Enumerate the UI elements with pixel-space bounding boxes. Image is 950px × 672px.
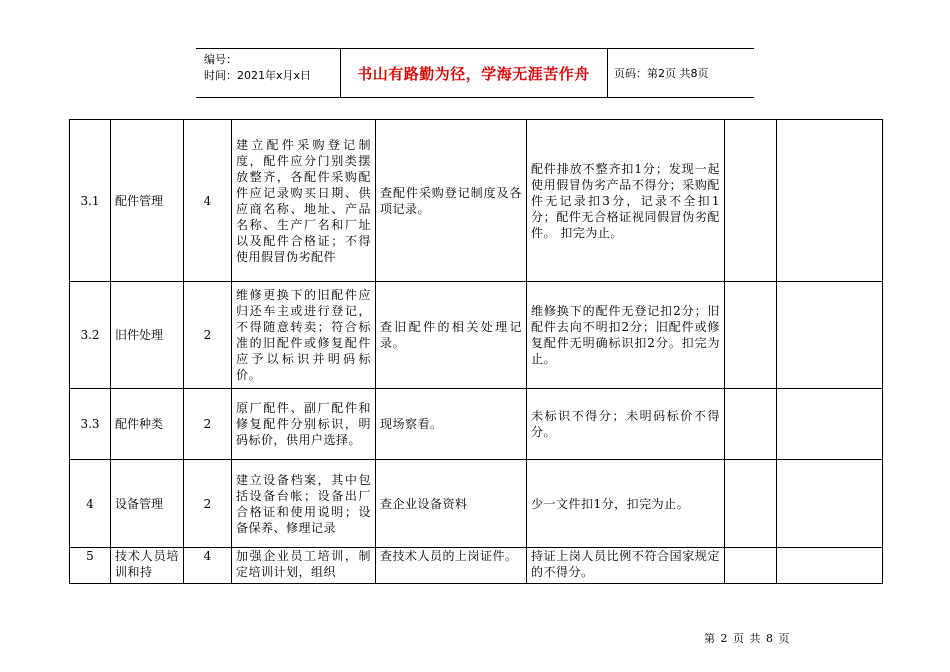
serial-label: 编号： (204, 53, 237, 66)
row-criteria: 未标识不得分；未明码标价不得分。 (527, 389, 725, 460)
row-number: 3.2 (70, 282, 111, 389)
row-number: 3.3 (70, 389, 111, 460)
row-number: 4 (70, 460, 111, 548)
empty-cell (777, 282, 883, 389)
row-criteria: 配件排放不整齐扣1分；发现一起使用假冒伪劣产品不得分；采购配件无记录扣3分，记录不全扣1分；配件无合格证视同假冒伪劣配件。 扣完为止。 (527, 120, 725, 282)
page-header (196, 48, 754, 98)
row-score: 2 (184, 282, 232, 389)
table-row (70, 548, 883, 584)
empty-cell (777, 120, 883, 282)
row-number: 5 (70, 548, 111, 584)
row-criteria: 维修换下的配件无登记扣2分；旧配件去向不明扣2分；旧配件或修复配件无明确标识扣2分。扣完为止。 (527, 282, 725, 389)
empty-cell (725, 548, 777, 584)
header-page-label: 页码：第2页 共8页 (614, 67, 709, 80)
row-score: 2 (184, 389, 232, 460)
row-criteria: 持证上岗人员比例不符合国家规定的不得分。 (527, 548, 725, 584)
empty-cell (777, 548, 883, 584)
row-method: 查配件采购登记制度及各项记录。 (376, 120, 527, 282)
empty-cell (777, 460, 883, 548)
row-criteria: 少一文件扣1分，扣完为止。 (527, 460, 725, 548)
row-requirement: 建立设备档案，其中包括设备台帐；设备出厂合格证和使用说明；设备保养、修理记录 (232, 460, 376, 548)
row-number: 3.1 (70, 120, 111, 282)
empty-cell (725, 282, 777, 389)
row-method: 现场察看。 (376, 389, 527, 460)
table-row (70, 120, 883, 282)
row-item: 配件管理 (111, 120, 184, 282)
row-item: 技术人员培训和持 (111, 548, 184, 584)
row-item: 设备管理 (111, 460, 184, 548)
row-requirement: 加强企业员工培训，制定培训计划，组织 (232, 548, 376, 584)
page-footer: 第 2 页 共 8 页 (704, 632, 790, 645)
row-score: 4 (184, 120, 232, 282)
row-item: 旧件处理 (111, 282, 184, 389)
inspection-table (69, 119, 883, 584)
header-motto: 书山有路勤为径，学海无涯苦作舟 (357, 65, 590, 83)
table-row (70, 282, 883, 389)
row-method: 查企业设备资料 (376, 460, 527, 548)
empty-cell (725, 389, 777, 460)
row-method: 查技术人员的上岗证件。 (376, 548, 527, 584)
row-requirement: 维修更换下的旧配件应归还车主或进行登记，不得随意转卖；符合标准的旧配件或修复配件应予以标识并明码标价。 (232, 282, 376, 389)
row-requirement: 建立配件采购登记制度，配件应分门别类摆放整齐，各配件采购配件应记录购买日期、供应商名称、地址、产品名称、生产厂名和厂址以及配件合格证；不得使用假冒伪劣配件 (232, 120, 376, 282)
row-method: 查旧配件的相关处理记录。 (376, 282, 527, 389)
date-label: 时间：2021年x月x日 (204, 69, 312, 82)
table-row (70, 460, 883, 548)
empty-cell (777, 389, 883, 460)
header-divider (607, 49, 608, 97)
row-score: 4 (184, 548, 232, 584)
header-meta (204, 52, 311, 84)
row-requirement: 原厂配件、副厂配件和修复配件分别标识，明码标价，供用户选择。 (232, 389, 376, 460)
empty-cell (725, 120, 777, 282)
row-item: 配件种类 (111, 389, 184, 460)
row-score: 2 (184, 460, 232, 548)
empty-cell (725, 460, 777, 548)
table-row (70, 389, 883, 460)
